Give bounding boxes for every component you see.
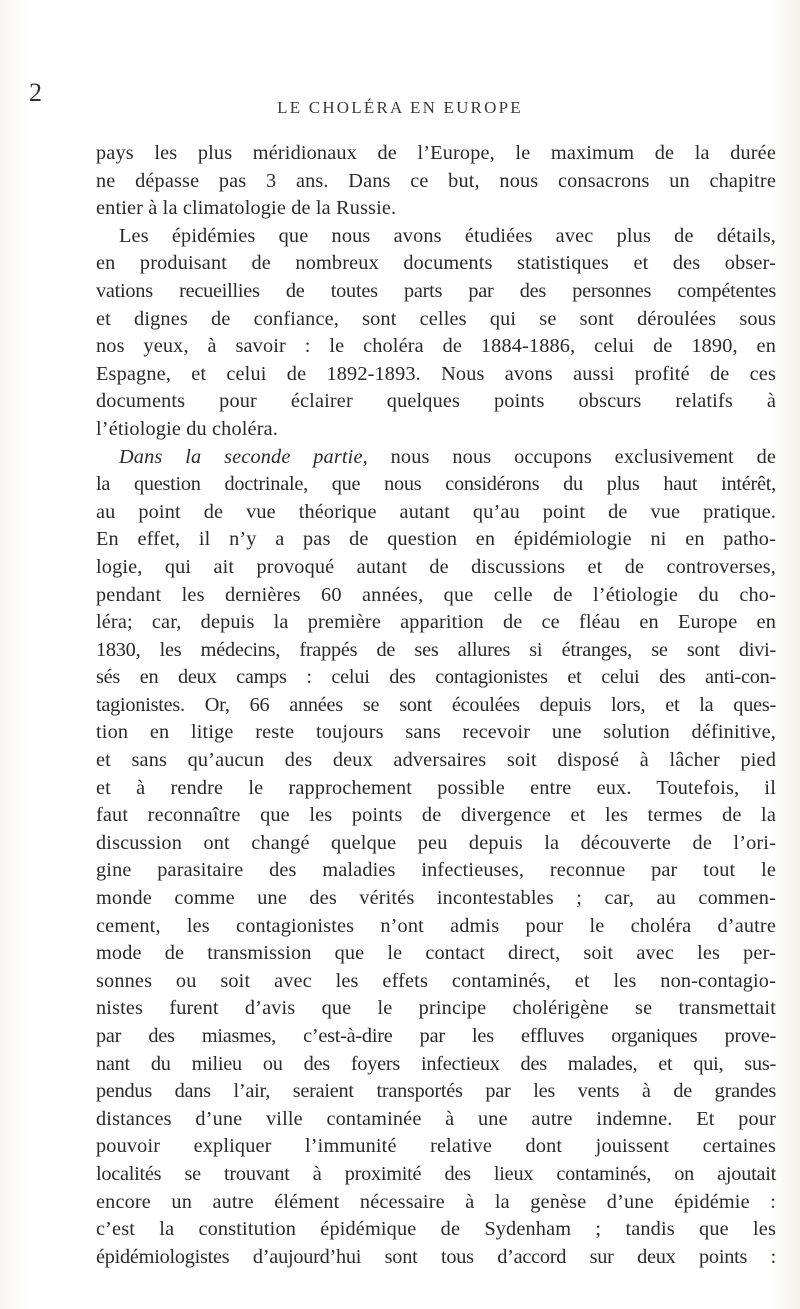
running-title: LE CHOLÉRA EN EUROPE [277,98,523,117]
text-line: encore un autre élément nécessaire à la genèse d’une épidémie : [96,1190,776,1213]
text-line: tagionistes. Or, 66 années se sont écoulées depuis lors, et la ques- [96,693,776,716]
text-line: localités se trouvant à proximité des lieux contaminés, on ajoutait [96,1162,776,1185]
text-line: au point de vue théorique autant qu’au point de vue pratique. [96,500,776,523]
text-line: cement, les contagionistes n’ont admis pour le choléra d’autre [96,914,776,937]
text-line: monde comme une des vérités incontestables ; car, au commen- [96,887,776,910]
text-line: pendus dans l’air, seraient transportés par les vents à de grandes [96,1080,776,1103]
text-line: la question doctrinale, que nous considérons du plus haut intérêt, [96,473,776,496]
text-line: en produisant de nombreux documents statistiques et des obser- [96,252,776,275]
text-line: et dignes de confiance, sont celles qui se sont déroulées sous [96,307,776,330]
text-line: pendant les dernières 60 années, que celle de l’étiologie du cho- [96,583,776,606]
text-line: sonnes ou soit avec les effets contaminés, et les non-contagio- [96,969,776,992]
text-line: gine parasitaire des maladies infectieuses, reconnue par tout le [96,859,776,882]
text-line: nant du milieu ou des foyers infectieux des malades, et qui, sus- [96,1052,776,1075]
text-line: tion en litige reste toujours sans recevoir une solution définitive, [96,721,776,744]
text-line: nos yeux, à savoir : le choléra de 1884-1886, celui de 1890, en [96,335,776,358]
text-line: 1830, les médecins, frappés de ses allures si étranges, se sont divi- [96,638,776,661]
text-line: discussion ont changé quelque peu depuis la découverte de l’ori- [96,831,776,854]
text-line: En effet, il n’y a pas de question en épidémiologie ni en patho- [96,528,776,551]
italic-phrase: Dans la seconde partie, [119,445,368,468]
text-line: logie, qui ait provoqué autant de discussions et de controverses, [96,555,776,578]
text-line: pays les plus méridionaux de l’Europe, le maximum de la durée [96,142,776,164]
body-text [96,140,776,1271]
text-line: l’étiologie du choléra. [96,417,278,440]
text-line-rest: nous nous occupons exclusivement de [367,445,777,468]
text-line: c’est la constitution épidémique de Sydenham ; tandis que les [96,1218,776,1241]
text-line: faut reconnaître que les points de divergence et les termes de la [96,804,776,827]
text-line: entier à la climatologie de la Russie. [96,197,397,220]
text-line: mode de transmission que le contact direct, soit avec les per- [96,942,776,965]
text-line: nistes furent d’avis que le principe cholérigène se transmettait [96,997,776,1020]
text-line: distances d’une ville contaminée à une autre indemne. Et pour [96,1107,776,1130]
text-line: par des miasmes, c’est-à-dire par les effluves organiques prove- [96,1025,776,1047]
page-number: 2 [29,78,42,107]
text-line: vations recueillies de toutes parts par des personnes compétentes [96,279,776,302]
text-line: pouvoir expliquer l’immunité relative dont jouissent certaines [96,1135,776,1158]
text-line: et sans qu’aucun des deux adversaires soit disposé à lâcher pied [96,749,776,772]
text-line [96,444,776,472]
text-line: documents pour éclairer quelques points obscurs relatifs à [96,390,776,413]
text-line: ne dépasse pas 3 ans. Dans ce but, nous consacrons un chapitre [96,169,776,192]
text-line: et à rendre le rapprochement possible entre eux. Toutefois, il [96,776,776,799]
text-line: épidémiologistes d’aujourd’hui sont tous d’accord sur deux points : [96,1245,776,1268]
text-line: Les épidémies que nous avons étudiées avec plus de détails, [119,224,776,247]
text-line: sés en deux camps : celui des contagionistes et celui des anti-con- [96,666,776,689]
text-line: léra; car, depuis la première apparition de ce fléau en Europe en [96,611,776,634]
text-line: Espagne, et celui de 1892-1893. Nous avons aussi profité de ces [96,362,776,385]
